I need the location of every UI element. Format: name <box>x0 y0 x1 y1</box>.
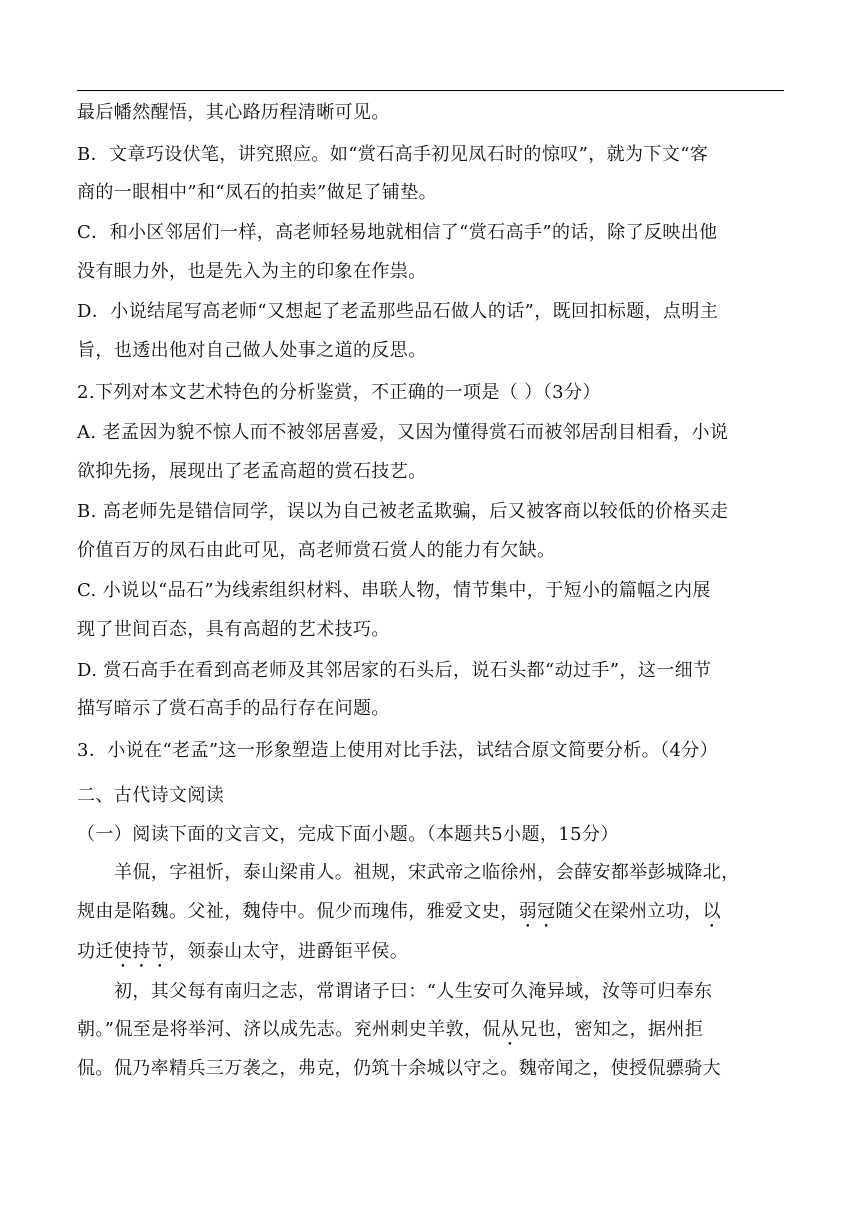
text-line: 旨，也透出他对自己做人处事之道的反思。 <box>77 340 427 361</box>
option-c: C. 小说以“品石”为线索组织材料、串联人物，情节集中，于短小的篇幅之内展 <box>77 580 711 601</box>
text-line: 最后幡然醒悟，其心路历程清晰可见。 <box>77 102 390 123</box>
text-line: D．小说结尾写高老师“又想起了老孟那些品石做人的话”，既回扣标题，点明主 <box>77 301 719 322</box>
passage-text: 朝。”侃至是将举河、济以成先志。兖州刺史羊敦，侃 <box>77 1019 501 1040</box>
passage-line <box>77 940 784 972</box>
subsection-heading: （一）阅读下面的文言文，完成下面小题。（本题共5小题，15分） <box>77 824 619 845</box>
emphasized-term: 以 <box>702 901 722 922</box>
text-line: 价值百万的凤石由此可见，高老师赏石赏人的能力有欠缺。 <box>77 540 556 561</box>
emphasized-term: 使持节 <box>113 941 170 962</box>
question-3-stem: 3．小说在“老孟”这一形象塑造上使用对比手法，试结合原文简要分析。（4分） <box>77 740 719 761</box>
passage-text: 规由是陷魏。父祉，魏侍中。侃少而瑰伟，雅爱文史， <box>77 901 519 922</box>
option-a: A. 老孟因为貌不惊人而不被邻居喜爱，又因为懂得赏石而被邻居刮目相看，小说 <box>77 422 729 443</box>
question-2-stem: 2.下列对本文艺术特色的分析鉴赏，不正确的一项是（ ）（3分） <box>77 382 601 403</box>
text-line: 商的一眼相中”和“凤石的拍卖”做足了铺垫。 <box>77 182 438 203</box>
header-rule <box>77 90 784 91</box>
option-b: B. 高老师先是错信同学，误以为自己被老孟欺骗，后又被客商以较低的价格买走 <box>77 501 729 522</box>
passage-text: 随父在梁州立功， <box>555 901 703 922</box>
text-line: 没有眼力外，也是先入为主的印象在作祟。 <box>77 261 427 282</box>
passage-line <box>77 900 784 932</box>
text-line: B．文章巧设伏笔，讲究照应。如“赏石高手初见凤石时的惊叹”，就为下文“客 <box>77 144 709 165</box>
section-heading: 二、古代诗文阅读 <box>77 785 225 806</box>
passage-line: 侃。侃乃率精兵三万袭之，弗克，仍筑十余城以守之。魏帝闻之，使授侃骠骑大 <box>77 1058 721 1079</box>
text-line: 欲抑先扬，展现出了老孟高超的赏石技艺。 <box>77 461 427 482</box>
passage-line <box>77 1018 784 1050</box>
passage-text: 功迁 <box>77 941 114 962</box>
emphasized-term: 弱冠 <box>518 901 556 922</box>
option-d: D. 赏石高手在看到高老师及其邻居家的石头后，说石头都“动过手”，这一细节 <box>77 660 712 681</box>
passage-text: 兄也，密知之，据州拒 <box>519 1019 704 1040</box>
text-line: 描写暗示了赏石高手的品行存在问题。 <box>77 698 390 719</box>
text-line: 现了世间百态，具有高超的艺术技巧。 <box>77 619 390 640</box>
passage-line: 羊侃，字祖忻，泰山梁甫人。祖规，宋武帝之临徐州，会薛安都举彭城降北， <box>114 862 740 883</box>
emphasized-term: 从 <box>500 1019 520 1040</box>
passage-line: 初，其父每有南归之志，常谓诸子曰：“人生安可久淹异域，汝等可归奉东 <box>114 981 713 1002</box>
passage-text: ，领泰山太守，进爵钜平侯。 <box>169 941 409 962</box>
text-line: C．和小区邻居们一样，高老师轻易地就相信了“赏石高手”的话，除了反映出他 <box>77 222 718 243</box>
